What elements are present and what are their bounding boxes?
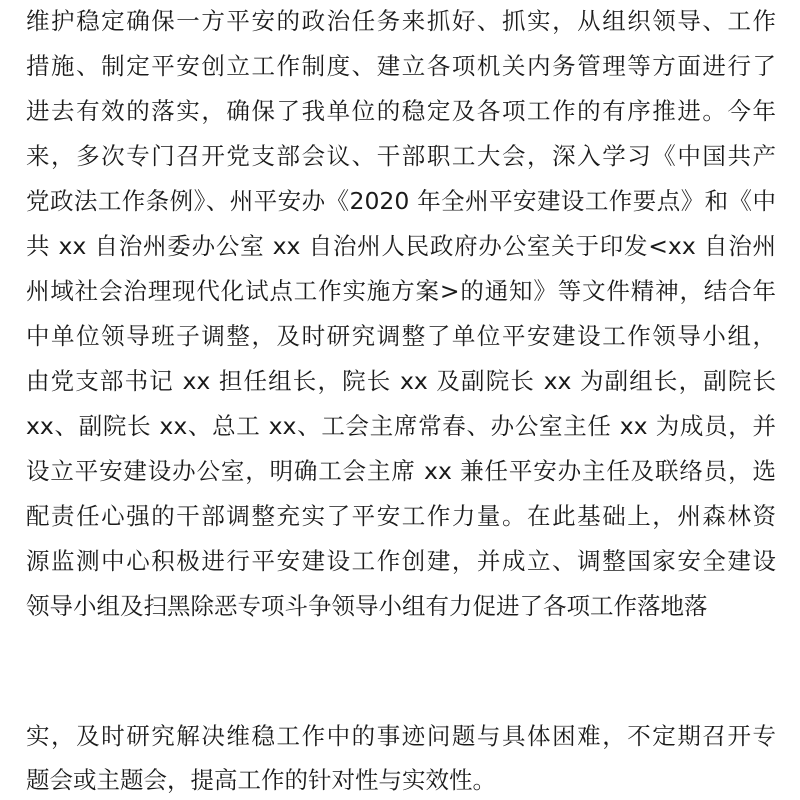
text-line: 由党支部书记 xx 担任组长，院长 xx 及副院长 xx 为副组长，副院长 — [26, 367, 776, 395]
text-line: 共 xx 自治州委办公室 xx 自治州人民政府办公室关于印发<xx 自治州 — [26, 232, 776, 260]
text-line: 州域社会治理现代化试点工作实施方案>的通知》等文件精神，结合年 — [26, 277, 776, 305]
text-line: 题会或主题会，提高工作的针对性与实效性。 — [26, 766, 496, 794]
text-line: 源监测中心积极进行平安建设工作创建，并成立、调整国家安全建设 — [26, 547, 776, 575]
text-line: 来，多次专门召开党支部会议、干部职工大会，深入学习《中国共产 — [26, 142, 776, 170]
text-line: 措施、制定平安创立工作制度、建立各项机关内务管理等方面进行了 — [26, 52, 776, 80]
text-line: 进去有效的落实，确保了我单位的稳定及各项工作的有序推进。今年 — [26, 97, 776, 125]
text-line: 实，及时研究解决维稳工作中的事迹问题与具体困难，不定期召开专 — [26, 722, 776, 750]
text-line: xx、副院长 xx、总工 xx、工会主席常春、办公室主任 xx 为成员，并 — [26, 412, 776, 440]
text-line: 领导小组及扫黑除恶专项斗争领导小组有力促进了各项工作落地落 — [26, 592, 708, 620]
text-line: 设立平安建设办公室，明确工会主席 xx 兼任平安办主任及联络员，选 — [26, 457, 776, 485]
text-line: 中单位领导班子调整，及时研究调整了单位平安建设工作领导小组， — [26, 322, 776, 350]
text-line: 配责任心强的干部调整充实了平安工作力量。在此基础上，州森林资 — [26, 502, 776, 530]
text-line: 党政法工作条例》、州平安办《2020 年全州平安建设工作要点》和《中 — [26, 187, 776, 215]
text-line: 维护稳定确保一方平安的政治任务来抓好、抓实，从组织领导、工作 — [26, 7, 776, 35]
